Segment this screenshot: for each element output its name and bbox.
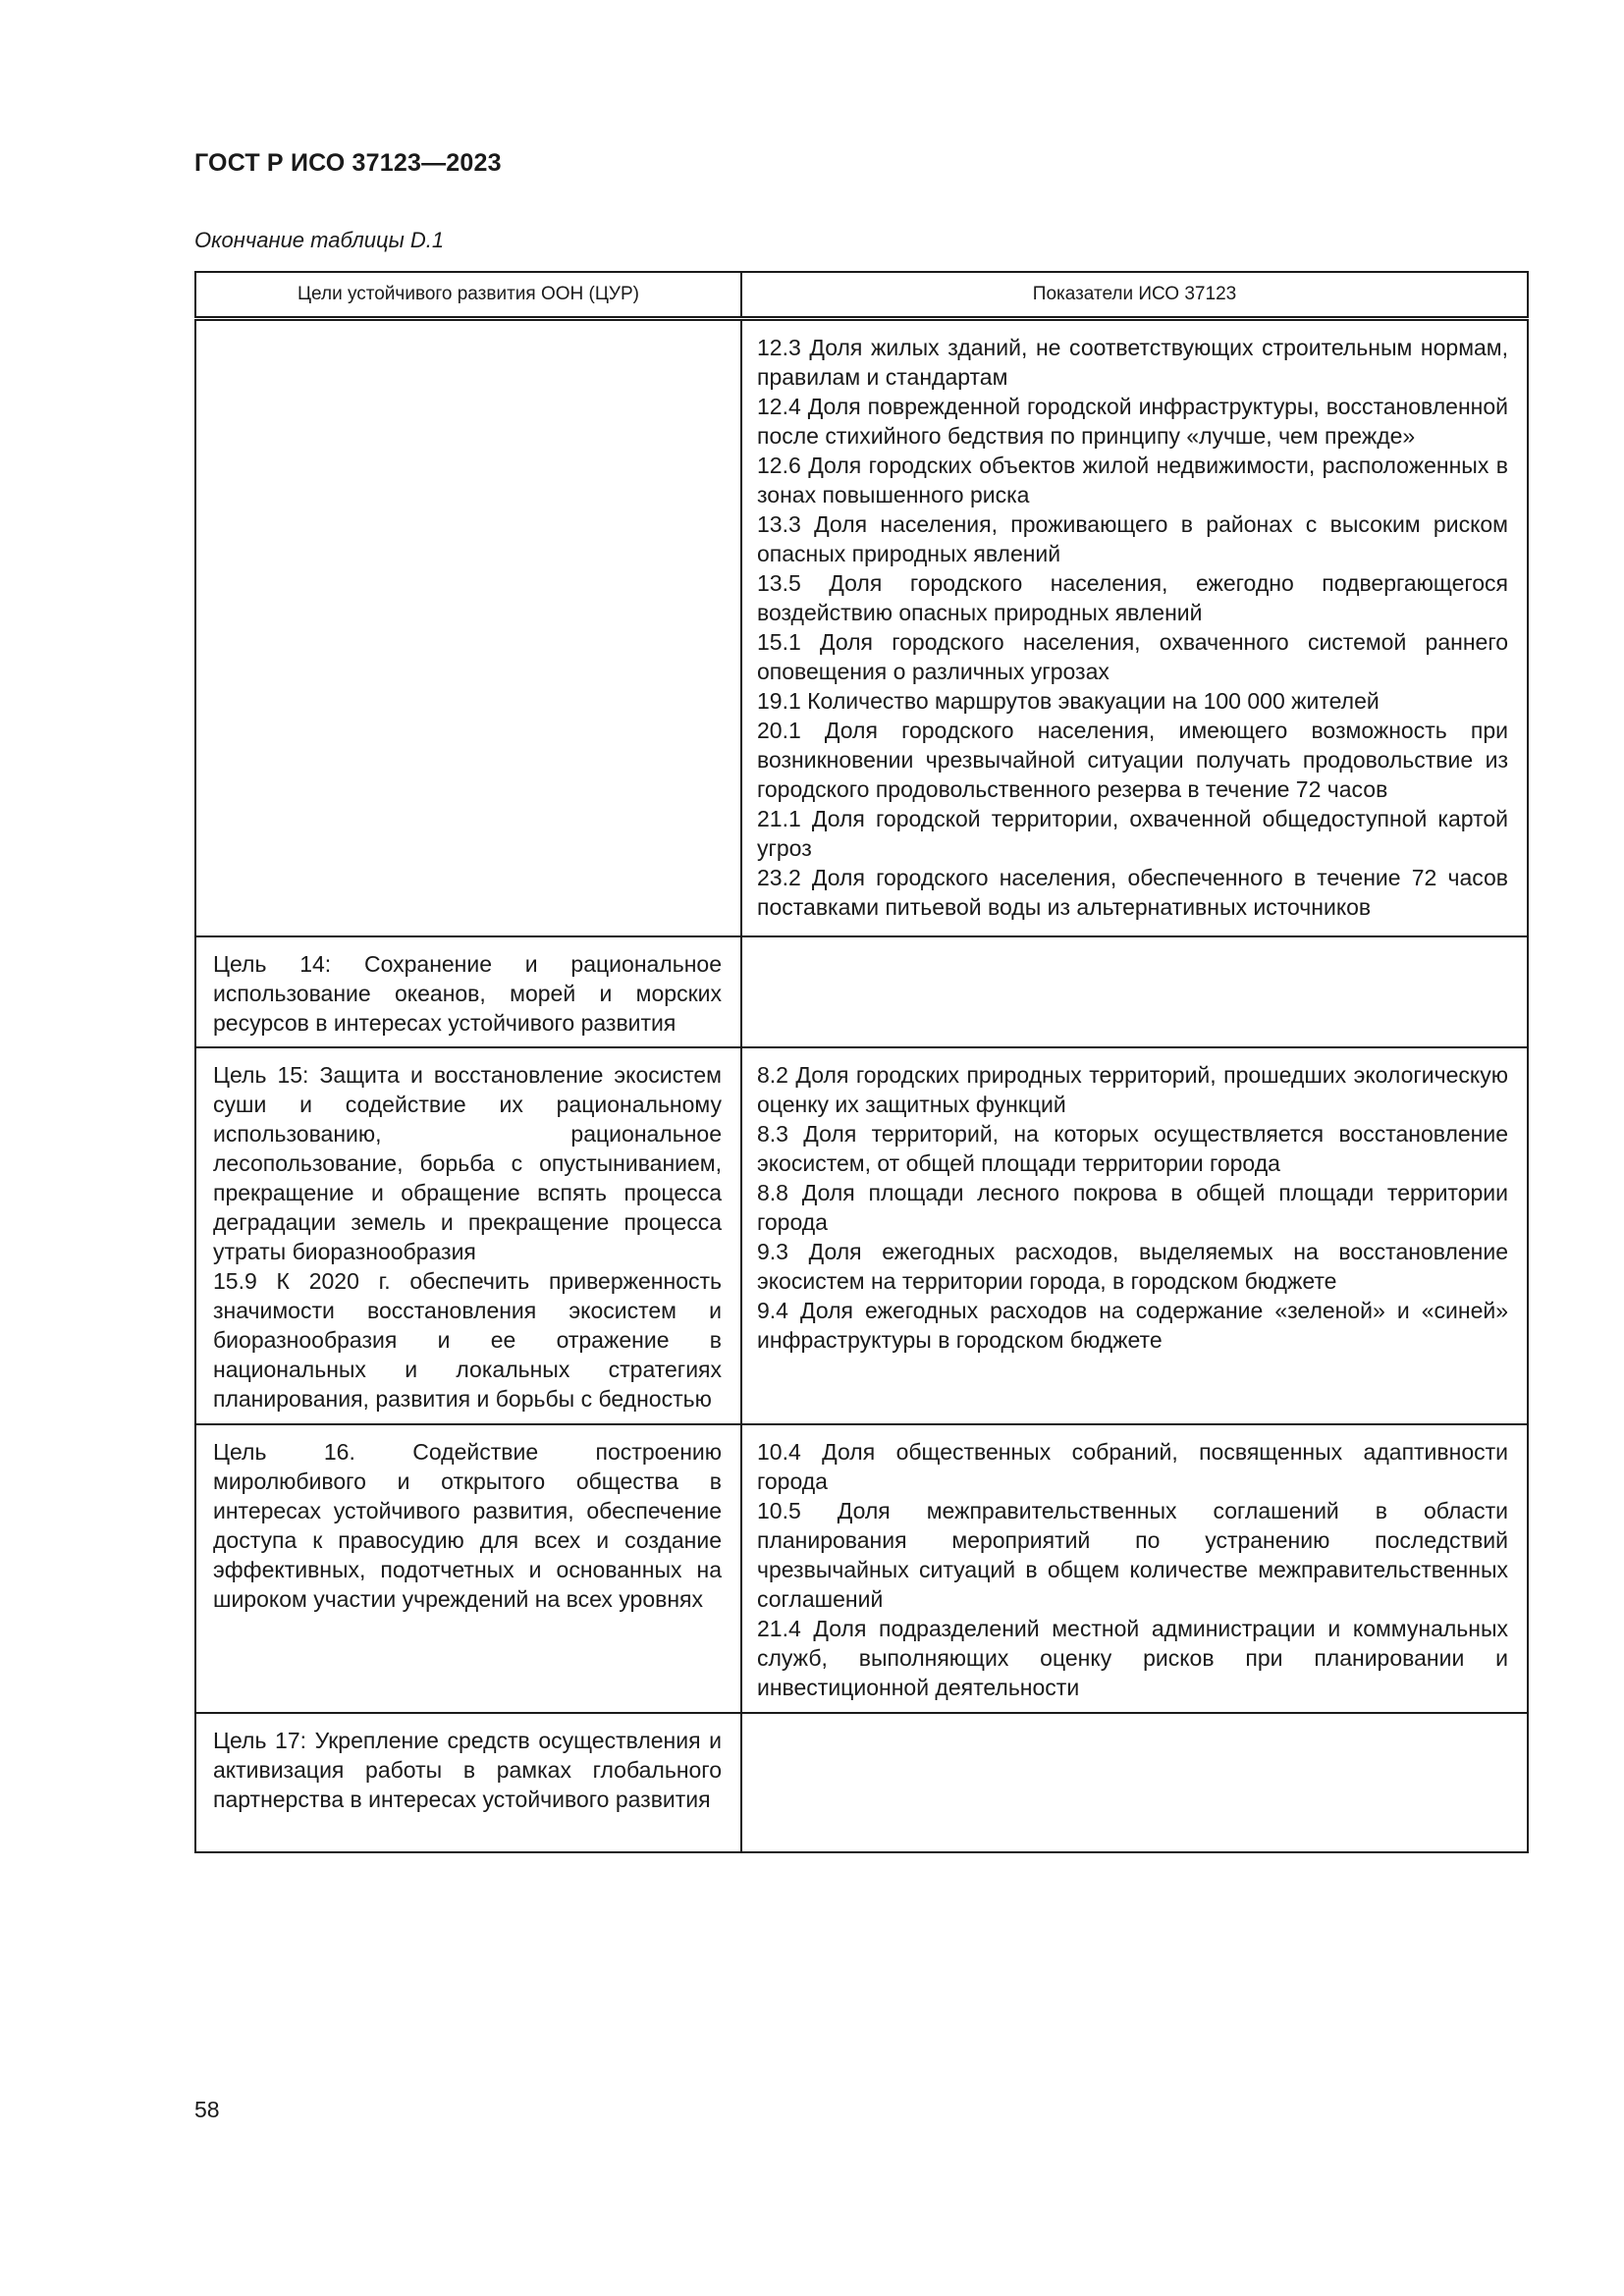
page-number: 58 [194,2097,220,2122]
indicator-text: 12.4 Доля поврежденной городской инфраструктуры, восстановленной после стихийного бедствия по принципу «лучше, чем прежде» [757,394,1508,449]
indicator-text: 10.5 Доля межправительственных соглашений в области планирования мероприятий по устранению последствий чрезвычайных ситуаций в общем количестве межправительственных соглашений [757,1498,1508,1612]
document-header: ГОСТ Р ИСО 37123—2023 [194,149,502,177]
indicator-text: 15.1 Доля городского населения, охваченного системой раннего оповещения о различных угрозах [757,629,1508,684]
goal-text: Цель 17: Укрепление средств осуществления и активизация работы в рамках глобального партнерства в интересах устойчивого развития [213,1728,722,1812]
indicator-text: 21.1 Доля городской территории, охваченной общедоступной картой угроз [757,806,1508,861]
indicator-text: 19.1 Количество маршрутов эвакуации на 100 000 жителей [757,688,1380,714]
column-header-indicators: Показатели ИСО 37123 [741,272,1528,319]
column-header-goals: Цели устойчивого развития ООН (ЦУР) [195,272,741,319]
goal-cell [195,1424,741,1713]
table-row [195,936,1528,1047]
indicators-cell [741,1713,1528,1852]
goal-text: Цель 14: Сохранение и рациональное использование океанов, морей и морских ресурсов в интересах устойчивого развития [213,951,722,1036]
indicator-text: 10.4 Доля общественных собраний, посвященных адаптивности города [757,1439,1508,1494]
indicator-text: 8.2 Доля городских природных территорий, прошедших экологическую оценку их защитных функций [757,1062,1508,1117]
table-caption: Окончание таблицы D.1 [194,228,445,252]
indicator-text: 8.3 Доля территорий, на которых осуществляется восстановление экосистем, от общей площади территории города [757,1121,1508,1176]
indicators-cell [741,1047,1528,1424]
indicators-cell [741,1424,1528,1713]
indicator-text: 13.5 Доля городского населения, ежегодно подвергающегося воздействию опасных природных явлений [757,570,1508,625]
indicator-text: 23.2 Доля городского населения, обеспеченного в течение 72 часов поставками питьевой воды из альтернативных источников [757,865,1508,920]
indicator-text: 13.3 Доля населения, проживающего в районах с высоким риском опасных природных явлений [757,511,1508,566]
goal-text: Цель 16. Содействие построению миролюбивого и открытого общества в интересах устойчивого развития, обеспечение доступа к правосудию для всех и создание эффективных, подотчетных и основанных на широком участии учреждений на всех уровнях [213,1439,722,1612]
indicator-text: 12.6 Доля городских объектов жилой недвижимости, расположенных в зонах повышенного риска [757,453,1508,507]
table-row [195,319,1528,937]
table-row [195,1047,1528,1424]
indicator-text: 9.3 Доля ежегодных расходов, выделяемых на восстановление экосистем на территории города, в городском бюджете [757,1239,1508,1294]
goal-cell [195,1713,741,1852]
table-row [195,1713,1528,1852]
indicator-text: 12.3 Доля жилых зданий, не соответствующих строительным нормам, правилам и стандартам [757,335,1508,390]
table-row [195,1424,1528,1713]
goal-cell [195,319,741,937]
goal-cell [195,1047,741,1424]
indicator-text: 20.1 Доля городского населения, имеющего возможность при возникновении чрезвычайной ситуации получать продовольствие из городского продовольственного резерва в течение 72 часов [757,718,1508,802]
indicator-text: 21.4 Доля подразделений местной администрации и коммунальных служб, выполняющих оценку рисков при планировании и инвестиционной деятельности [757,1616,1508,1700]
table-header-row [195,272,1528,319]
indicator-text: 9.4 Доля ежегодных расходов на содержание «зеленой» и «синей» инфраструктуры в городском бюджете [757,1298,1508,1353]
indicators-cell [741,319,1528,937]
goal-text: Цель 15: Защита и восстановление экосистем суши и содействие их рациональному использованию, рациональное лесопользование, борьба с опустыниванием, прекращение и обращение вспять процесса деградации земель и прекращение процесса утраты биоразнообразия [213,1062,722,1264]
indicators-cell [741,936,1528,1047]
goal-cell [195,936,741,1047]
goal-target-text: 15.9 К 2020 г. обеспечить приверженность значимости восстановления экосистем и биоразнообразия и ее отражение в национальных и локальных стратегиях планирования, развития и борьбы с бедностью [213,1268,722,1412]
sdg-indicators-table [194,271,1529,1853]
indicator-text: 8.8 Доля площади лесного покрова в общей площади территории города [757,1180,1508,1235]
